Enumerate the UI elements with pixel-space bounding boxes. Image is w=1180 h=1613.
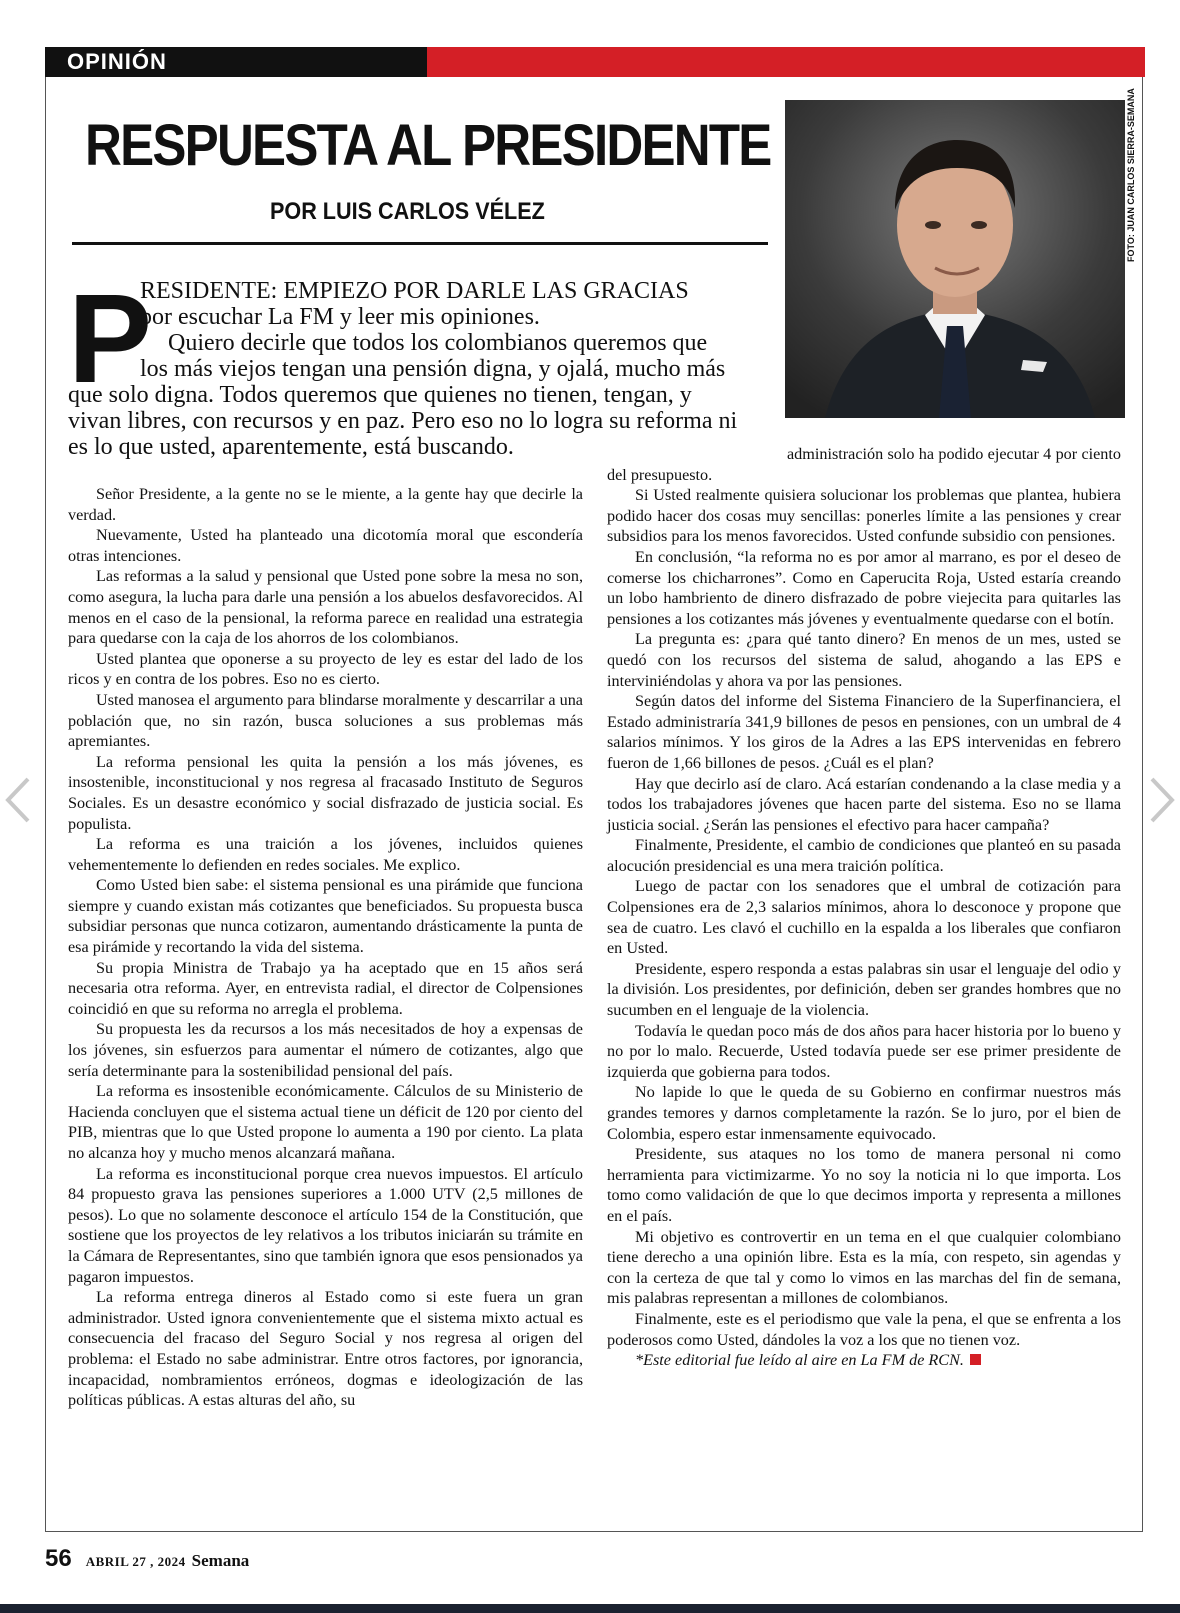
footnote-text: *Este editorial fue leído al aire en La FM de RCN. — [635, 1351, 964, 1370]
page-number: 56 — [45, 1545, 72, 1572]
lead-line: por escuchar La FM y leer mis opiniones. — [140, 304, 540, 330]
article-column-right — [607, 444, 1121, 1371]
body-paragraph: Mi objetivo es controvertir en un tema en el que cualquier colombiano tiene derecho a una opinión libre. Esta es la mía, con respeto, sin agendas y con la certeza de que tal y como lo vimos en las marchas del fin de semana, mis palabras representan a millones de colombianos. — [607, 1227, 1121, 1308]
lead-line: vivan libres, con recursos y en paz. Pero eso no lo logra su reforma ni — [68, 408, 738, 434]
lead-line: es lo que usted, aparentemente, está buscando. — [68, 434, 514, 460]
body-paragraph: Si Usted realmente quisiera solucionar los problemas que plantea, hubiera podido hacer dos cosas muy sencillas: ponerles límite a las pensiones y crear subsidios para los menos favorecidos. Usted confunde subsidio con pensiones. — [607, 486, 1121, 546]
section-header-bar — [45, 47, 1145, 77]
magazine-name: Semana — [191, 1551, 250, 1570]
next-page-chevron-icon[interactable] — [1148, 775, 1178, 825]
lead-line: los más viejos tengan una pensión digna, y ojalá, mucho más — [140, 356, 726, 382]
body-paragraph: Su propuesta les da recursos a los más necesitados de hoy a expensas de los jóvenes, sin esfuerzos para aumentar el número de cotizantes, algo que sería determinante para la sostenibilidad pensional del país. — [68, 1020, 583, 1080]
previous-page-chevron-icon[interactable] — [2, 775, 32, 825]
drop-cap: P — [68, 268, 153, 409]
end-mark-icon — [970, 1354, 981, 1365]
body-paragraph: Usted manosea el argumento para blindarse moralmente y descarrilar a una población que, no sin razón, busca soluciones a sus problemas más apremiantes. — [68, 690, 583, 751]
article-byline: POR LUIS CARLOS VÉLEZ — [270, 198, 545, 225]
title-rule — [72, 242, 768, 245]
author-photo — [785, 100, 1125, 418]
body-paragraph: Las reformas a la salud y pensional que Usted pone sobre la mesa no son, como asegura, la lucha para darle una pensión a los abuelos desfavorecidos. Al menos en el caso de la pensional, la reforma parece en realidad una estrategia para quedarse con la caja de los ahorros de los colombianos. — [68, 567, 583, 648]
body-paragraph: La reforma es insostenible económicamente. Cálculos de su Ministerio de Hacienda concluyen que el sistema actual tiene un déficit de 120 por ciento del PIB, mientras que lo que Usted propone lo aumenta a 190 por ciento. La plata no alcanza hoy y mucho menos alcanzará mañana. — [68, 1082, 583, 1162]
body-paragraph: Finalmente, Presidente, el cambio de condiciones que planteó en su pasada alocución presidencial es una mera traición política. — [607, 836, 1121, 875]
body-paragraph: La reforma pensional les quita la pensión a los más jóvenes, es insostenible, inconstitucional y nos regresa al fracasado Instituto de Seguros Sociales. Es un desastre económico y social disfrazado de justicia social. Es populista. — [68, 752, 583, 833]
article-title: RESPUESTA AL PRESIDENTE — [85, 113, 771, 178]
body-paragraph: La reforma es inconstitucional porque crea nuevos impuestos. El artículo 84 propuesto grava las pensiones superiores a 1.000 UTV (2,5 millones de pesos). Lo que no solamente desconoce el artículo 154 de la Constitución, que sostiene que los proyectos de ley relativos a los tributos iniciarán su trámite en la Cámara de Representantes, sino que también ignora que esos pensionados ya pagaron impuestos. — [68, 1164, 583, 1286]
body-paragraph-continued: administración solo ha podido ejecutar 4 por ciento del presupuesto. — [607, 445, 1121, 484]
body-paragraph: Luego de pactar con los senadores que el umbral de cotización para Colpensiones era de 2,3 salarios mínimos, ahora lo desconoce y propone que sea de cuatro. Les clavó el cuchillo en la espalda a los liberales que confiaron en Usted. — [607, 877, 1121, 958]
body-paragraph: Usted plantea que oponerse a su proyecto de ley es estar del lado de los ricos y en contra de los pobres. Eso no es cierto. — [68, 649, 583, 689]
section-accent-bar — [427, 47, 1145, 77]
body-paragraph: Como Usted bien sabe: el sistema pensional es una pirámide que funciona siempre y cuando existan más cotizantes que beneficiados. Su propuesta busca subsidiar personas que nunca cotizaron, aumentando drásticamente la punta de esa pirámide y recortando la vida del sistema. — [68, 876, 583, 957]
body-paragraph: La reforma entrega dineros al Estado como si este fuera un gran administrador. Usted ignora convenientemente que el sistema mixto actual es consecuencia del fracaso del Seguro Social y nos regresa al origen del problema: el Estado no sabe administrar. Entre otros factores, por ignorancia, incapacidad, nombramientos erróneos, dogmas e ideologización de las políticas públicas. A estas alturas del año, su — [68, 1288, 583, 1410]
viewer-bottom-band — [0, 1604, 1180, 1613]
lead-paragraph — [68, 268, 766, 460]
lead-line: que solo digna. Todos queremos que quienes no tienen, tengan, y — [68, 382, 692, 408]
page-footer — [45, 1545, 249, 1573]
editorial-footnote — [607, 1350, 1121, 1371]
body-paragraph: Hay que decirlo así de claro. Acá estarían condenando a la clase media y a todos los trabajadores jóvenes que hacen parte del sistema. Eso no se llama justicia social. ¿Serán las pensiones el efectivo para hacer campaña? — [607, 774, 1121, 834]
photo-credit: FOTO: JUAN CARLOS SIERRA-SEMANA — [1126, 88, 1136, 262]
author-portrait-image — [785, 100, 1125, 418]
section-label: OPINIÓN — [45, 47, 427, 77]
body-paragraph: La pregunta es: ¿para qué tanto dinero? En menos de un mes, usted se quedó con los recursos del sistema de salud, ahogando a las EPS e interviniéndolas y ahora va por las pensiones. — [607, 630, 1121, 690]
article-column-left — [68, 484, 583, 1411]
body-paragraph: Todavía le quedan poco más de dos años para hacer historia por lo bueno y no por lo malo. Recuerde, Usted todavía puede ser ese primer presidente de izquierda que gobierna para todos. — [607, 1021, 1121, 1081]
lead-line: Quiero decirle que todos los colombianos queremos que — [168, 330, 708, 356]
issue-date: ABRIL 27 , 2024 — [85, 1554, 186, 1569]
body-paragraph: La reforma es una traición a los jóvenes, incluidos quienes vehementemente lo defienden en redes sociales. Me explico. — [68, 835, 583, 874]
body-paragraph: Presidente, sus ataques no los tomo de manera personal ni como herramienta para victimizarme. Yo no soy la noticia ni lo que importa. Los tomo como validación de que lo que decimos importa y representa a millones en el país. — [607, 1145, 1121, 1225]
body-paragraph: En conclusión, “la reforma no es por amor al marrano, es por el deseo de comerse los chicharrones”. Como en Caperucita Roja, Usted estaría creando un lobo hambriento de dinero disfrazado de pobre viejecita para quitarles las pensiones a los cotizantes más jóvenes y eventualmente quedarse con el botín. — [607, 547, 1121, 628]
body-paragraph: Nuevamente, Usted ha planteado una dicotomía moral que escondería otras intenciones. — [68, 526, 583, 565]
body-paragraph: No lapide lo que le queda de su Gobierno en confirmar nuestros más grandes temores y darnos completamente la razón. Se lo juro, por el bien de Colombia, espero estar inmensamente equivocado. — [607, 1083, 1121, 1143]
body-paragraph: Según datos del informe del Sistema Financiero de la Superfinanciera, el Estado administraría 341,9 billones de pesos en pensiones, con un umbral de 4 salarios mínimos. Y los giros de la Adres a las EPS intervenidas en febrero fueron de 1,66 billones de pesos. ¿Cuál es el plan? — [607, 692, 1121, 772]
body-paragraph: Finalmente, este es el periodismo que vale la pena, el que se enfrenta a los poderosos como Usted, dándoles la voz a los que no tienen voz. — [607, 1309, 1121, 1349]
body-paragraph: Su propia Ministra de Trabajo ya ha aceptado que en 15 años será necesaria otra reforma. Ayer, en entrevista radial, el director de Colpensiones coincidió en que su reforma no arregla el problema. — [68, 958, 583, 1018]
lead-line: RESIDENTE: EMPIEZO POR DARLE LAS GRACIAS — [140, 278, 689, 304]
body-paragraph: Señor Presidente, a la gente no se le miente, a la gente hay que decirle la verdad. — [68, 485, 583, 524]
body-paragraph: Presidente, espero responda a estas palabras sin usar el lenguaje del odio y la división. Los presidentes, por definición, deben ser grandes hombres que no sucumben en el lenguaje de la violencia. — [607, 959, 1121, 1020]
